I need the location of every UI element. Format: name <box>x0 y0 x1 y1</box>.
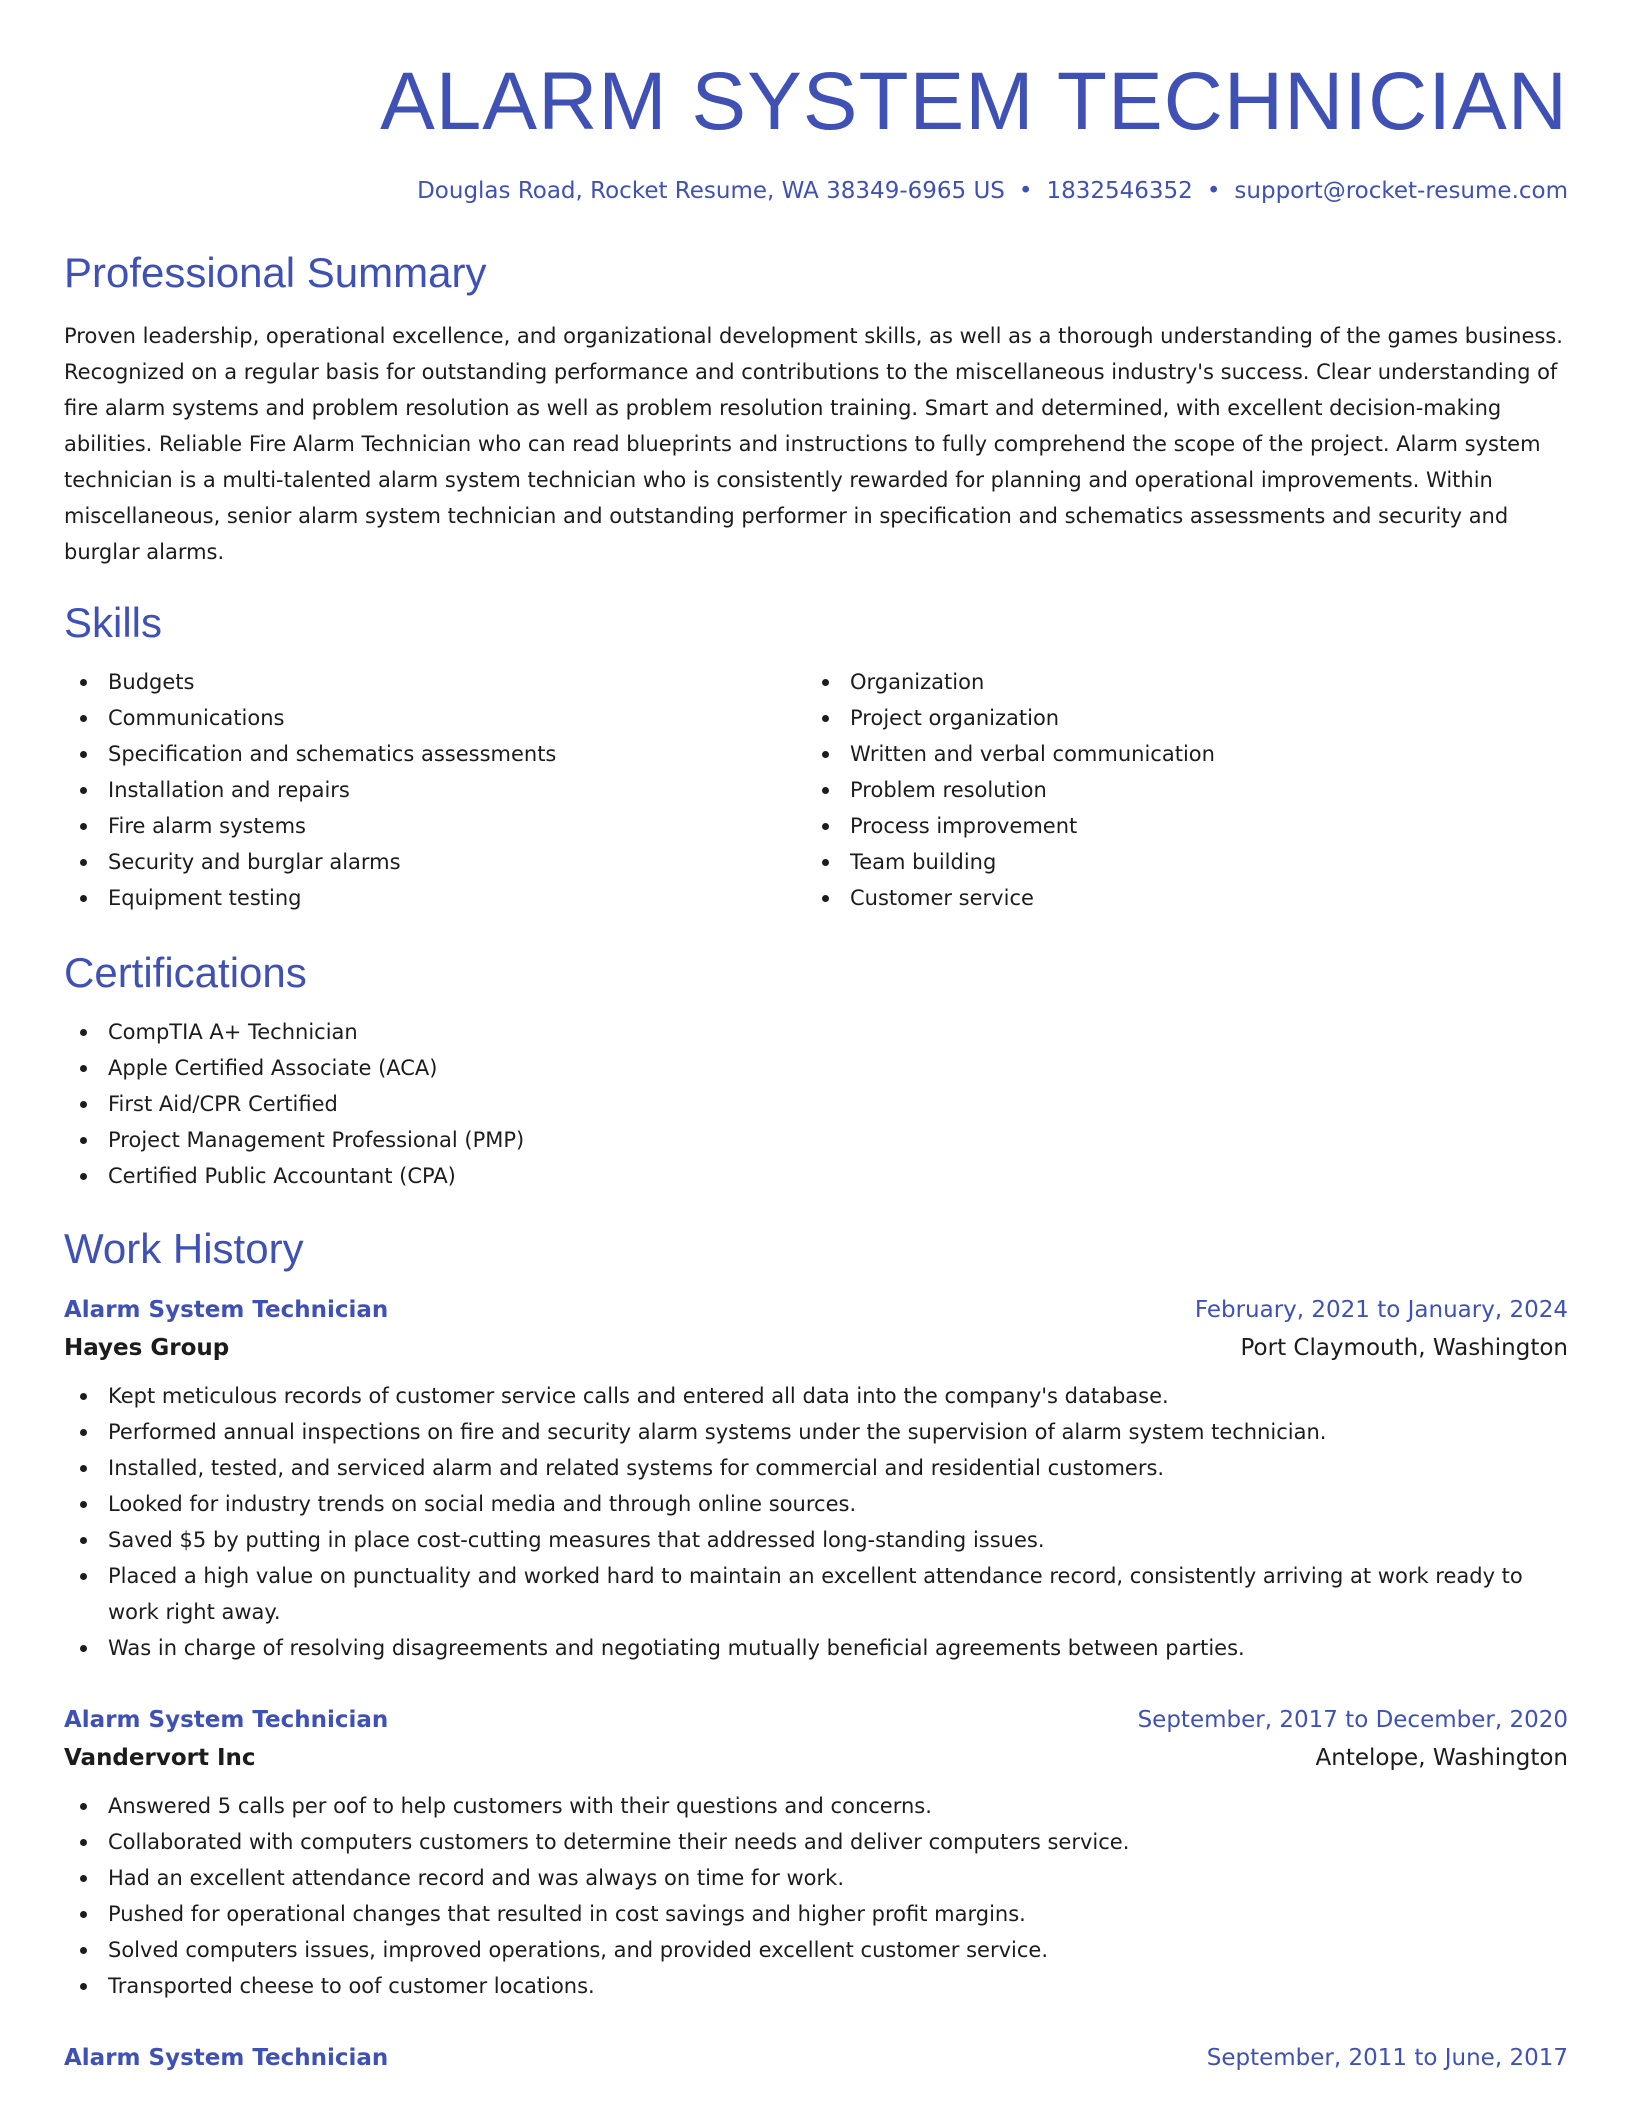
job-title: Alarm System Technician <box>64 2045 389 2071</box>
work-history-heading: Work History <box>64 1225 304 1272</box>
job-bullet: Transported cheese to oof customer locations. <box>64 1968 1568 2004</box>
certifications-heading: Certifications <box>64 949 307 996</box>
job-bullet: Placed a high value on punctuality and worked hard to maintain an excellent attendance record, consistently arriving at work ready to work right away. <box>64 1558 1568 1630</box>
job-bullet: Pushed for operational changes that resulted in cost savings and higher profit margins. <box>64 1896 1568 1932</box>
job-bullets <box>64 1788 1568 2004</box>
job-header-row <box>64 1292 1568 1328</box>
job-bullet: Was in charge of resolving disagreements and negotiating mutually beneficial agreements between parties. <box>64 1630 1568 1666</box>
job-company-row <box>64 1738 1568 1778</box>
skill-item: Security and burglar alarms <box>64 844 806 880</box>
summary-text: Proven leadership, operational excellence, and organizational development skills, as well as a thorough understanding of the games business. Recognized on a regular basis for outstanding performance and contributions to the miscellaneous industry's success. Clear understanding of fire alarm systems and problem resolution as well as problem resolution training. Smart and determined, with excellent decision-making abilities. Reliable Fire Alarm Technician who can read blueprints and instructions to fully comprehend the scope of the project. Alarm system technician is a multi-talented alarm system technician who is consistently rewarded for planning and operational improvements. Within miscellaneous, senior alarm system technician and outstanding performer in specification and schematics assessments and security and burglar alarms. <box>64 324 1563 564</box>
resume-page <box>64 0 1568 2076</box>
skill-item: Process improvement <box>806 808 1548 844</box>
job-bullet: Collaborated with computers customers to determine their needs and deliver computers service. <box>64 1824 1568 1860</box>
contact-email: support@rocket-resume.com <box>1234 178 1568 204</box>
contact-separator: • <box>1206 178 1221 204</box>
job-bullet: Installed, tested, and serviced alarm and related systems for commercial and residential customers. <box>64 1450 1568 1486</box>
job-entry <box>64 1702 1568 2004</box>
skills-list-left <box>64 664 806 916</box>
skill-item: Fire alarm systems <box>64 808 806 844</box>
certification-item: First Aid/CPR Certified <box>64 1086 1568 1122</box>
certification-item: Certified Public Accountant (CPA) <box>64 1158 1568 1194</box>
skill-item: Communications <box>64 700 806 736</box>
job-bullet: Had an excellent attendance record and was always on time for work. <box>64 1860 1568 1896</box>
skill-item: Specification and schematics assessments <box>64 736 806 772</box>
job-entry <box>64 1292 1568 1666</box>
contact-phone: 1832546352 <box>1046 178 1193 204</box>
job-dates: September, 2011 to June, 2017 <box>1206 2045 1568 2071</box>
skills-list-right <box>806 664 1548 916</box>
job-entry <box>64 2040 1568 2076</box>
contact-address: Douglas Road, Rocket Resume, WA 38349-6965 US <box>417 178 1005 204</box>
summary-heading: Professional Summary <box>64 249 487 296</box>
job-title: Alarm System Technician <box>64 1707 389 1733</box>
job-dates: September, 2017 to December, 2020 <box>1137 1707 1568 1733</box>
job-bullets <box>64 1378 1568 1666</box>
skill-item: Team building <box>806 844 1548 880</box>
job-bullet: Kept meticulous records of customer service calls and entered all data into the company's database. <box>64 1378 1568 1414</box>
skill-item: Equipment testing <box>64 880 806 916</box>
skills-heading: Skills <box>64 599 163 646</box>
job-header-row <box>64 2040 1568 2076</box>
job-bullet: Answered 5 calls per oof to help customers with their questions and concerns. <box>64 1788 1568 1824</box>
job-bullet: Looked for industry trends on social media and through online sources. <box>64 1486 1568 1522</box>
certification-item: Project Management Professional (PMP) <box>64 1122 1568 1158</box>
skill-item: Written and verbal communication <box>806 736 1548 772</box>
resume-name: ALARM SYSTEM TECHNICIAN <box>380 56 1568 147</box>
job-location: Port Claymouth, Washington <box>1240 1335 1568 1361</box>
contact-line <box>64 176 1568 206</box>
job-company: Vandervort Inc <box>64 1745 256 1771</box>
job-location: Antelope, Washington <box>1315 1745 1568 1771</box>
skill-item: Budgets <box>64 664 806 700</box>
skill-item: Installation and repairs <box>64 772 806 808</box>
skill-item: Problem resolution <box>806 772 1548 808</box>
job-title: Alarm System Technician <box>64 1297 389 1323</box>
job-company: Hayes Group <box>64 1335 230 1361</box>
skill-item: Project organization <box>806 700 1548 736</box>
skill-item: Customer service <box>806 880 1548 916</box>
contact-separator: • <box>1018 178 1033 204</box>
certifications-list <box>64 1014 1568 1194</box>
job-company-row <box>64 1328 1568 1368</box>
job-bullet: Performed annual inspections on fire and security alarm systems under the supervision of alarm system technician. <box>64 1414 1568 1450</box>
certification-item: Apple Certified Associate (ACA) <box>64 1050 1568 1086</box>
certification-item: CompTIA A+ Technician <box>64 1014 1568 1050</box>
skill-item: Organization <box>806 664 1548 700</box>
job-header-row <box>64 1702 1568 1738</box>
job-bullet: Solved computers issues, improved operations, and provided excellent customer service. <box>64 1932 1568 1968</box>
job-bullet: Saved $5 by putting in place cost-cutting measures that addressed long-standing issues. <box>64 1522 1568 1558</box>
job-dates: February, 2021 to January, 2024 <box>1194 1297 1568 1323</box>
skills-columns <box>64 664 1568 916</box>
